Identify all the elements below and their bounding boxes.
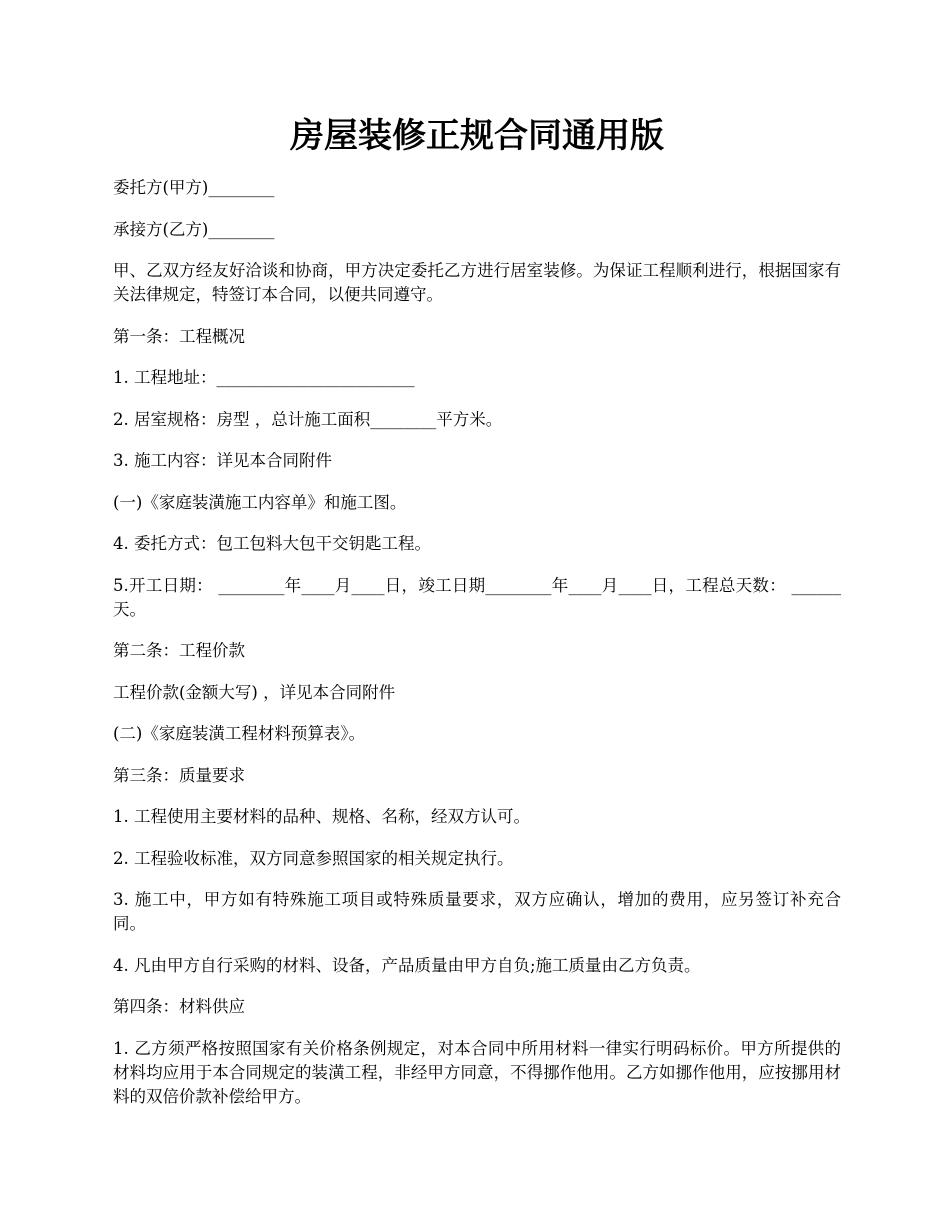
- article-4-heading: 第四条：材料供应: [113, 997, 245, 1016]
- commission-method-line: 4. 委托方式：包工包料大包干交钥匙工程。: [113, 534, 431, 553]
- attachment-2-line: (二)《家庭装潢工程材料预算表》。: [113, 724, 366, 743]
- document-body: [113, 176, 841, 1126]
- document-title: 房屋装修正规合同通用版: [290, 116, 664, 156]
- construction-content-line: 3. 施工内容：详见本合同附件: [113, 451, 332, 470]
- article-2-heading: 第二条：工程价款: [113, 641, 245, 660]
- attachment-1-line: (一)《家庭装潢施工内容单》和施工图。: [113, 492, 407, 512]
- schedule-paragraph: 5.开工日期： ________年____月____日，竣工日期________年____月____日，工程总天数： ______天。: [113, 575, 841, 619]
- quality-item-4: 4. 凡由甲方自行采购的材料、设备，产品质量由甲方自负;施工质量由乙方负责。: [113, 955, 701, 975]
- quality-item-2: 2. 工程验收标准，双方同意参照国家的相关规定执行。: [113, 848, 514, 868]
- article-3-heading: 第三条：质量要求: [113, 765, 245, 785]
- quality-item-1: 1. 工程使用主要材料的品种、规格、名称，经双方认可。: [113, 807, 530, 826]
- project-address-line: 1. 工程地址：________________________: [113, 368, 415, 387]
- quality-item-3: 3. 施工中，甲方如有特殊施工项目或特殊质量要求，双方应确认，增加的费用，应另签订补充合同。: [113, 890, 841, 933]
- price-line: 工程价款(金额大写) ，详见本合同附件: [113, 682, 396, 702]
- article-1-heading: 第一条：工程概况: [113, 326, 245, 346]
- party-a-line: 委托方(甲方)________: [113, 178, 275, 197]
- preamble-paragraph: 甲、乙双方经友好洽谈和协商，甲方决定委托乙方进行居室装修。为保证工程顺利进行，根据国家有关法律规定，特签订本合同，以便共同遵守。: [113, 261, 841, 304]
- party-b-line: 承接方(乙方)________: [113, 219, 275, 239]
- room-spec-line: 2. 居室规格：房型 ，总计施工面积________平方米。: [113, 409, 503, 429]
- material-item-1: 1. 乙方须严格按照国家有关价格条例规定，对本合同中所用材料一律实行明码标价。甲方所提供的材料均应用于本合同规定的装潢工程，非经甲方同意，不得挪作他用。乙方如挪作他用，应按挪用材料的双倍价款补偿给甲方。: [113, 1038, 841, 1106]
